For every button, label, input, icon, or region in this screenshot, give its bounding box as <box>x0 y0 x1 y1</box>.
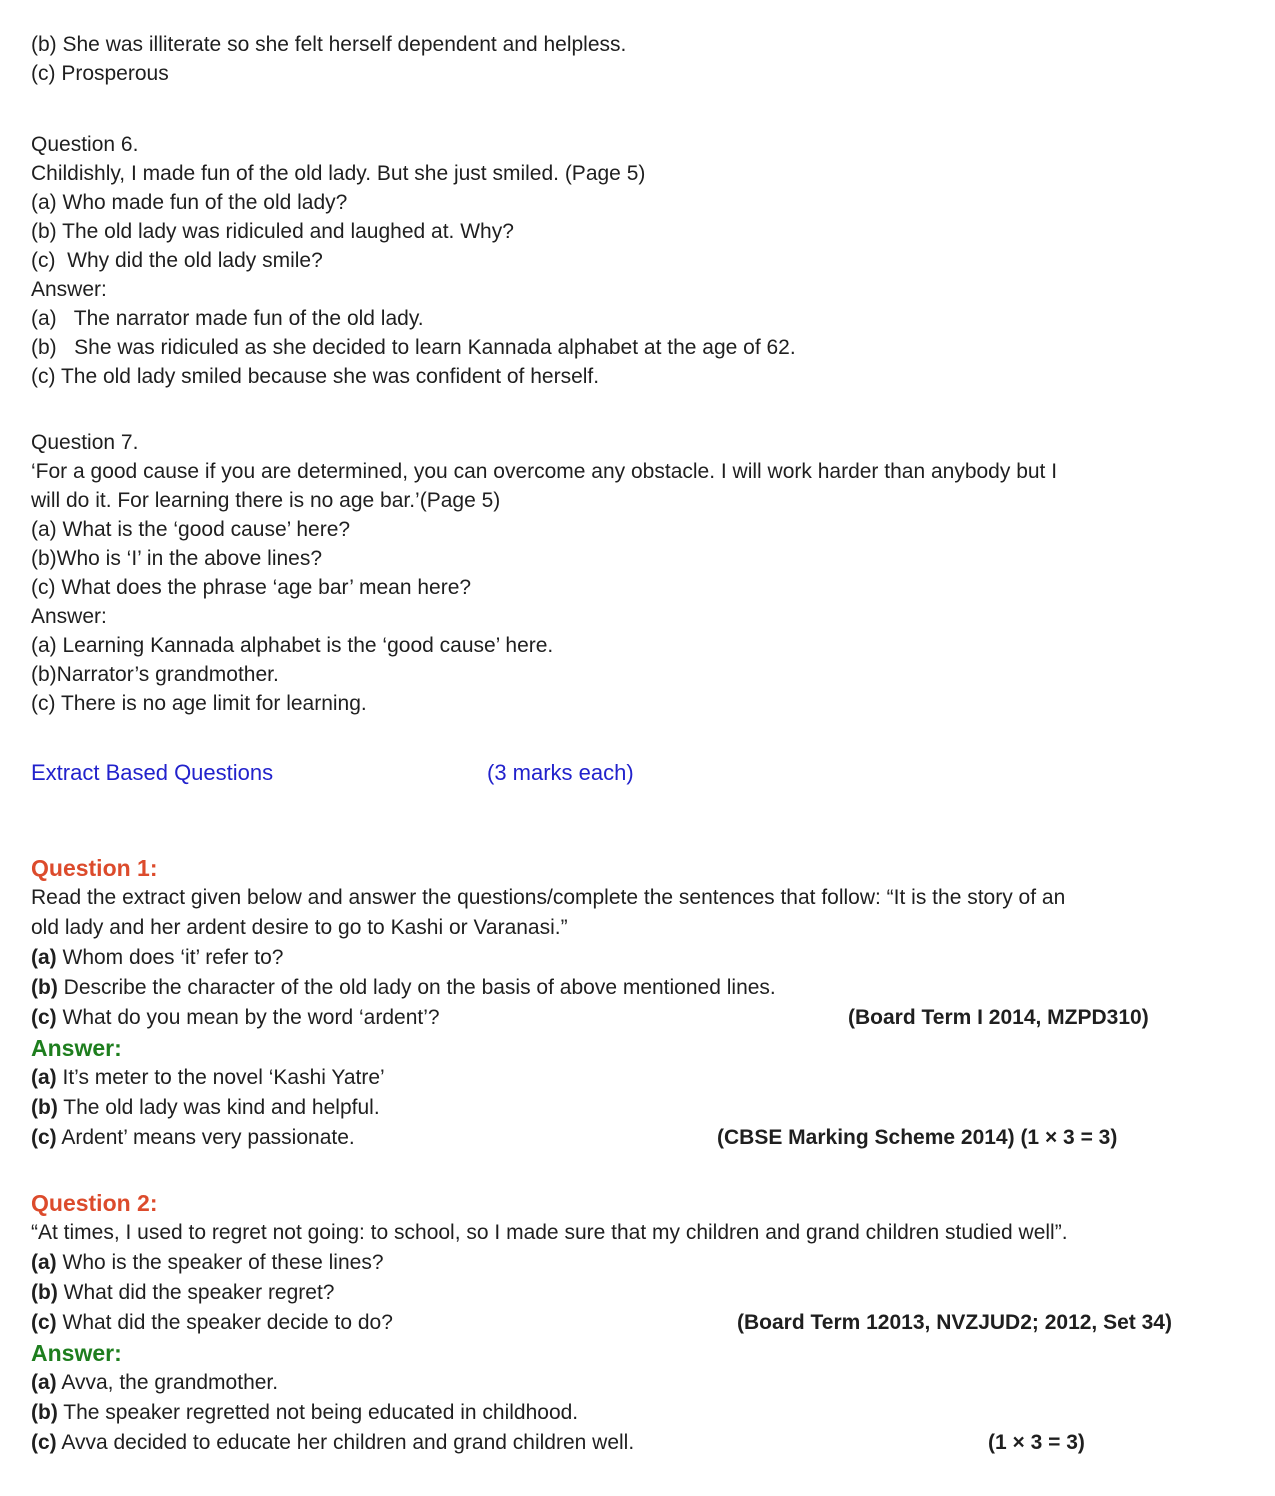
option-marker: (a) <box>31 946 57 969</box>
line-text: (b) She was illiterate so she felt herself dependent and helpless. <box>31 33 627 56</box>
extract-question-2-line-1 <box>31 1188 1267 1218</box>
question-6-line-9 <box>31 362 1267 391</box>
option-marker: (b) <box>31 976 58 999</box>
line-text: Answer: <box>31 605 107 628</box>
extract-question-1 <box>31 853 1267 1153</box>
option-marker: (c) <box>31 1006 57 1029</box>
extract-question-2 <box>31 1188 1267 1458</box>
extract-question-1-line-1 <box>31 853 1267 883</box>
line-text: Question 2: <box>31 1190 158 1216</box>
line-text: (b)Narrator’s grandmother. <box>31 663 279 686</box>
line-text: The old lady was kind and helpful. <box>57 1096 380 1119</box>
line-text: Who is the speaker of these lines? <box>56 1251 384 1274</box>
extract-question-2-line-6 <box>31 1338 1267 1368</box>
option-marker: (b) <box>31 1096 58 1119</box>
extract-question-1-line-8 <box>31 1063 1267 1093</box>
line-text: Answer: <box>31 1340 122 1366</box>
question-7-line-3 <box>31 486 1267 515</box>
line-text: Question 1: <box>31 855 158 881</box>
extract-question-2-line-8 <box>31 1398 1267 1428</box>
question-7-line-2 <box>31 457 1267 486</box>
line-text: Read the extract given below and answer the questions/complete the sentences that follow: “It is the story of an <box>31 886 1066 909</box>
option-marker: (c) <box>31 1126 57 1149</box>
question-6 <box>31 130 1267 391</box>
option-marker: (b) <box>31 1281 58 1304</box>
extract-question-1-line-5 <box>31 973 1267 1003</box>
line-text: (c) Why did the old lady smile? <box>31 249 323 272</box>
line-text: (c) The old lady smiled because she was confident of herself. <box>31 365 600 388</box>
question-7-line-6 <box>31 573 1267 602</box>
option-marker: (b) <box>31 1401 58 1424</box>
line-text: What did the speaker decide to do? <box>56 1311 393 1334</box>
question-7-line-7 <box>31 602 1267 631</box>
line-text: Extract Based Questions <box>31 760 274 785</box>
line-text: (a) Who made fun of the old lady? <box>31 191 348 214</box>
line-text: ‘For a good cause if you are determined, you can overcome any obstacle. I will work harder than anybody but I <box>31 460 1058 483</box>
option-marker: (a) <box>31 1066 57 1089</box>
question-6-line-3 <box>31 188 1267 217</box>
line-text: Avva, the grandmother. <box>56 1371 279 1394</box>
extract-question-2-line-4 <box>31 1278 1267 1308</box>
question-6-line-8 <box>31 333 1267 362</box>
extract-based-questions-heading <box>31 758 1267 788</box>
line-text: “At times, I used to regret not going: to school, so I made sure that my children and grand children studied well”. <box>31 1221 1068 1244</box>
previous-answer-tail-line-2 <box>31 59 1267 88</box>
line-text: (c) Prosperous <box>31 62 169 85</box>
line-text: Answer: <box>31 1035 122 1061</box>
line-text: (a) The narrator made fun of the old lady. <box>31 307 424 330</box>
line-text: Avva decided to educate her children and grand children well. <box>56 1431 635 1454</box>
line-text: The speaker regretted not being educated in childhood. <box>57 1401 579 1424</box>
citation: (Board Term I 2014, MZPD310) <box>848 1006 1149 1029</box>
question-6-line-6 <box>31 275 1267 304</box>
question-6-line-4 <box>31 217 1267 246</box>
extract-question-2-line-5 <box>31 1308 1267 1338</box>
line-text: Childishly, I made fun of the old lady. But she just smiled. (Page 5) <box>31 162 646 185</box>
line-text: will do it. For learning there is no age bar.’(Page 5) <box>31 489 501 512</box>
question-7-line-4 <box>31 515 1267 544</box>
option-marker: (a) <box>31 1371 57 1394</box>
question-6-line-5 <box>31 246 1267 275</box>
question-7-line-8 <box>31 631 1267 660</box>
extract-based-questions-heading-line-1 <box>31 758 1267 788</box>
line-text: (b) She was ridiculed as she decided to learn Kannada alphabet at the age of 62. <box>31 336 796 359</box>
question-6-line-2 <box>31 159 1267 188</box>
extract-question-2-line-2 <box>31 1218 1267 1248</box>
question-7 <box>31 428 1267 718</box>
line-text: Whom does ‘it’ refer to? <box>56 946 284 969</box>
question-7-line-5 <box>31 544 1267 573</box>
marks-note: (3 marks each) <box>487 760 634 785</box>
line-text: Question 6. <box>31 133 139 156</box>
extract-question-2-line-7 <box>31 1368 1267 1398</box>
line-text: What did the speaker regret? <box>57 1281 335 1304</box>
extract-question-1-line-3 <box>31 913 1267 943</box>
line-text: Answer: <box>31 278 107 301</box>
citation: (Board Term 12013, NVZJUD2; 2012, Set 34) <box>737 1311 1172 1334</box>
extract-question-1-line-7 <box>31 1033 1267 1063</box>
line-text: Ardent’ means very passionate. <box>56 1126 355 1149</box>
extract-question-1-line-2 <box>31 883 1267 913</box>
question-7-line-10 <box>31 689 1267 718</box>
extract-question-2-line-9 <box>31 1428 1267 1458</box>
line-text: It’s meter to the novel ‘Kashi Yatre’ <box>56 1066 385 1089</box>
line-text: What do you mean by the word ‘ardent’? <box>56 1006 440 1029</box>
line-text: old lady and her ardent desire to go to Kashi or Varanasi.” <box>31 916 568 939</box>
line-text: (b)Who is ‘I’ in the above lines? <box>31 547 323 570</box>
previous-answer-tail <box>31 30 1267 88</box>
citation: (CBSE Marking Scheme 2014) (1 × 3 = 3) <box>717 1126 1118 1149</box>
question-7-line-1 <box>31 428 1267 457</box>
question-6-line-7 <box>31 304 1267 333</box>
extract-question-1-line-6 <box>31 1003 1267 1033</box>
option-marker: (c) <box>31 1431 57 1454</box>
previous-answer-tail-line-1 <box>31 30 1267 59</box>
citation: (1 × 3 = 3) <box>988 1431 1085 1454</box>
line-text: (a) Learning Kannada alphabet is the ‘good cause’ here. <box>31 634 554 657</box>
extract-question-1-line-9 <box>31 1093 1267 1123</box>
line-text: (c) There is no age limit for learning. <box>31 692 367 715</box>
extract-question-1-line-10 <box>31 1123 1267 1153</box>
line-text: Describe the character of the old lady on the basis of above mentioned lines. <box>57 976 776 999</box>
question-6-line-1 <box>31 130 1267 159</box>
question-7-line-9 <box>31 660 1267 689</box>
extract-question-2-line-3 <box>31 1248 1267 1278</box>
extract-question-1-line-4 <box>31 943 1267 973</box>
line-text: (b) The old lady was ridiculed and laughed at. Why? <box>31 220 514 243</box>
line-text: (a) What is the ‘good cause’ here? <box>31 518 351 541</box>
line-text: Question 7. <box>31 431 139 454</box>
option-marker: (c) <box>31 1311 57 1334</box>
line-text: (c) What does the phrase ‘age bar’ mean here? <box>31 576 472 599</box>
option-marker: (a) <box>31 1251 57 1274</box>
